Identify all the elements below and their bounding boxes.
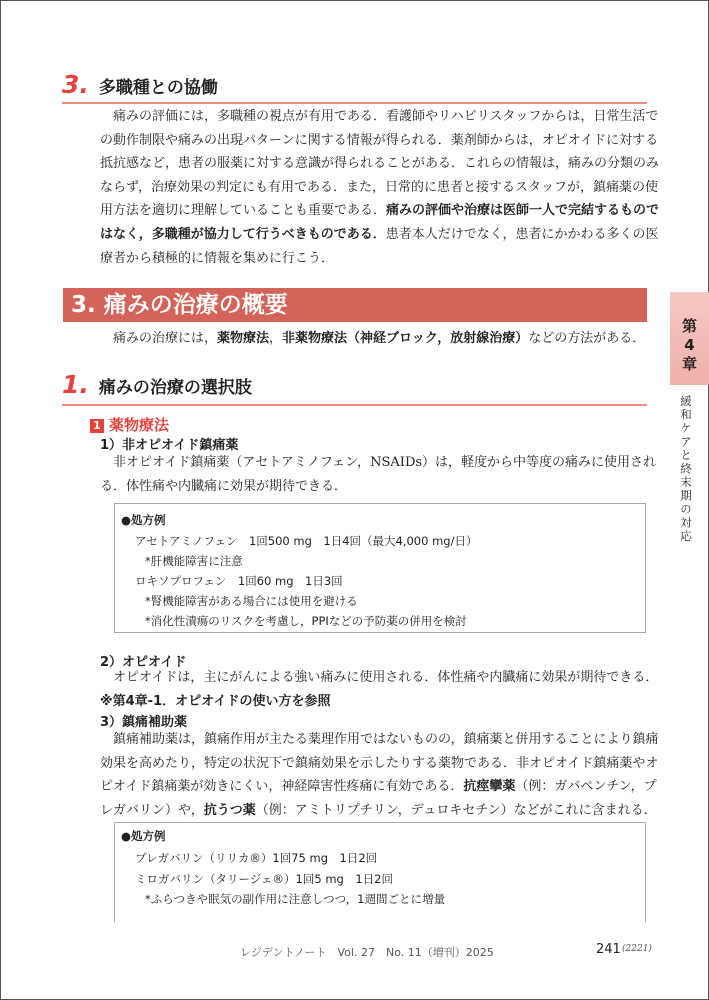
chapter-tab-part: 4 bbox=[684, 336, 695, 354]
text-run: 療者から積極的に情報を集めに行こう． bbox=[100, 250, 335, 266]
text-line bbox=[100, 327, 646, 351]
chapter-title-vertical: 緩和ケアと終末期の対応 bbox=[679, 395, 693, 544]
opioid-paragraph bbox=[100, 666, 659, 690]
text-run: ならず，治療効果の判定にも有用である．また，日常的に患者と接するスタッフが，鎮痛薬の使 bbox=[100, 179, 658, 195]
section-heading-options bbox=[62, 370, 252, 399]
text-run: 痛みの評価には，多職種の視点が有用である．看護師やリハビリスタッフからは，日常生活で bbox=[113, 109, 659, 124]
box-note: *ふらつきや眠気の副作用に注意しつつ，1週間ごとに増量 bbox=[145, 892, 445, 906]
bold-text: 痛みの評価や治療は医師一人で完結するもので bbox=[386, 203, 660, 219]
text-run: （例：アミトリプチリン，デュロキセチン）などがこれに含まれる． bbox=[255, 802, 657, 818]
text-run: 非オピオイド鎮痛薬（アセトアミノフェン，NSAIDs）は，軽度から中等度の痛みに使用され bbox=[113, 455, 657, 470]
subsection-drug-therapy bbox=[90, 414, 169, 435]
section-title: 痛みの治療の選択肢 bbox=[98, 378, 252, 398]
text-line bbox=[100, 451, 657, 475]
prescription-box-2 bbox=[114, 822, 646, 922]
adjuvant-heading: 3）鎮痛補助薬 bbox=[100, 715, 188, 730]
box-line: アセトアミノフェン 1回500 mg 1日4回（最大4,000 mg/日） bbox=[135, 534, 478, 548]
section-title: 多職種との協働 bbox=[98, 78, 218, 98]
chapter-tab-part: 第 bbox=[681, 317, 697, 335]
text-line bbox=[100, 152, 660, 176]
section-number: 3. bbox=[62, 70, 89, 99]
text-run: 効果を高めたり，特定の状況下で鎮痛効果を示したりする薬物である．非オピオイド鎮痛薬やオ bbox=[100, 755, 659, 771]
chapter-section-banner: 3. 痛みの治療の概要 bbox=[63, 288, 647, 322]
text-line bbox=[100, 752, 659, 776]
text-line bbox=[100, 223, 659, 247]
heading-rule bbox=[62, 102, 647, 104]
box-note: *消化性潰瘍のリスクを考慮し，PPIなどの予防薬の併用を検討 bbox=[145, 614, 467, 628]
box-heading: ●処方例 bbox=[121, 829, 166, 843]
box-note: *肝機能障害に注意 bbox=[145, 554, 243, 568]
text-run: オピオイドは，主にがんによる強い痛みに使用される．体性痛や内臓痛に効果が期待できる． bbox=[113, 670, 659, 685]
text-run: る．体性痛や内臓痛に効果が期待できる． bbox=[100, 478, 348, 494]
bold-text: 薬物療法 bbox=[217, 331, 270, 346]
section-number: 1. bbox=[62, 370, 89, 399]
text-run: ピオイド鎮痛薬が効きにくい，神経障害性疼痛に有効である． bbox=[100, 779, 464, 795]
text-line bbox=[100, 176, 658, 200]
bold-text: 抗痙攣薬 bbox=[463, 779, 516, 795]
prescription-box-1 bbox=[114, 503, 646, 633]
bold-text: 抗うつ薬 bbox=[203, 802, 256, 818]
opioid-reference: ※第4章-1．オピオイドの使い方を参照 bbox=[100, 694, 331, 709]
text-run: ， bbox=[269, 331, 283, 346]
text-run: などの方法がある． bbox=[528, 331, 646, 346]
bold-text: 非薬物療法（神経ブロック，放射線治療） bbox=[282, 331, 529, 346]
box-line: ロキソプロフェン 1回60 mg 1日3回 bbox=[135, 574, 343, 588]
section-heading-collaboration bbox=[62, 70, 218, 99]
non-opioid-heading: 1）非オピオイド鎮痛薬 bbox=[100, 438, 239, 453]
adjuvant-paragraph bbox=[100, 728, 659, 822]
text-run: 用方法を適切に理解していることも重要である． bbox=[100, 203, 387, 219]
text-line bbox=[100, 728, 659, 752]
text-line bbox=[100, 799, 657, 823]
journal-info: レジデントノート Vol. 27 No. 11（増刊）2025 bbox=[240, 946, 494, 959]
text-run: の動作制限や痛みの出現パターンに関する情報が得られる．薬剤師からは，オピオイドに対する bbox=[100, 132, 659, 148]
text-run: （例：ガバペンチン，プ bbox=[515, 779, 657, 795]
text-line bbox=[100, 666, 659, 690]
text-run: 鎮痛補助薬は，鎮痛作用が主たる薬理作用ではないものの，鎮痛薬と併用することにより鎮痛 bbox=[113, 732, 659, 747]
collaboration-paragraph bbox=[100, 105, 660, 270]
box-line: ミロガバリン（タリージェ®）1回5 mg 1日2回 bbox=[135, 872, 393, 886]
heading-rule bbox=[62, 404, 647, 406]
chapter-tab-part: 章 bbox=[681, 355, 697, 373]
total-page-number: (2221) bbox=[622, 944, 652, 954]
text-line bbox=[100, 247, 646, 271]
text-line bbox=[100, 105, 659, 129]
box-line: プレガバリン（リリカ®）1回75 mg 1日2回 bbox=[135, 851, 378, 865]
box-note: *腎機能障害がある場合には使用を避ける bbox=[145, 594, 358, 608]
subsection-marker: 1 bbox=[90, 419, 104, 433]
intro-paragraph bbox=[100, 327, 646, 351]
text-run: 抵抗感など，患者の服薬に対する意識が得られることがある．これらの情報は，痛みの分類のみ bbox=[100, 156, 660, 172]
page-number: 241 bbox=[596, 942, 621, 957]
non-opioid-paragraph bbox=[100, 451, 657, 498]
text-run: 患者本人だけでなく，患者にかかわる多くの医 bbox=[385, 226, 659, 242]
text-run: 痛みの治療には， bbox=[113, 331, 218, 346]
text-line bbox=[100, 129, 659, 153]
chapter-tab bbox=[670, 292, 709, 385]
text-line bbox=[100, 775, 657, 799]
box-heading: ●処方例 bbox=[121, 513, 166, 527]
bold-text: はなく，多職種が協力して行うべきものである． bbox=[100, 226, 386, 242]
opioid-heading: 2）オピオイド bbox=[100, 655, 187, 670]
subsection-title: 薬物療法 bbox=[109, 416, 170, 434]
text-line bbox=[100, 475, 646, 499]
text-line bbox=[100, 199, 660, 223]
text-run: レガバリン）や， bbox=[100, 802, 204, 818]
